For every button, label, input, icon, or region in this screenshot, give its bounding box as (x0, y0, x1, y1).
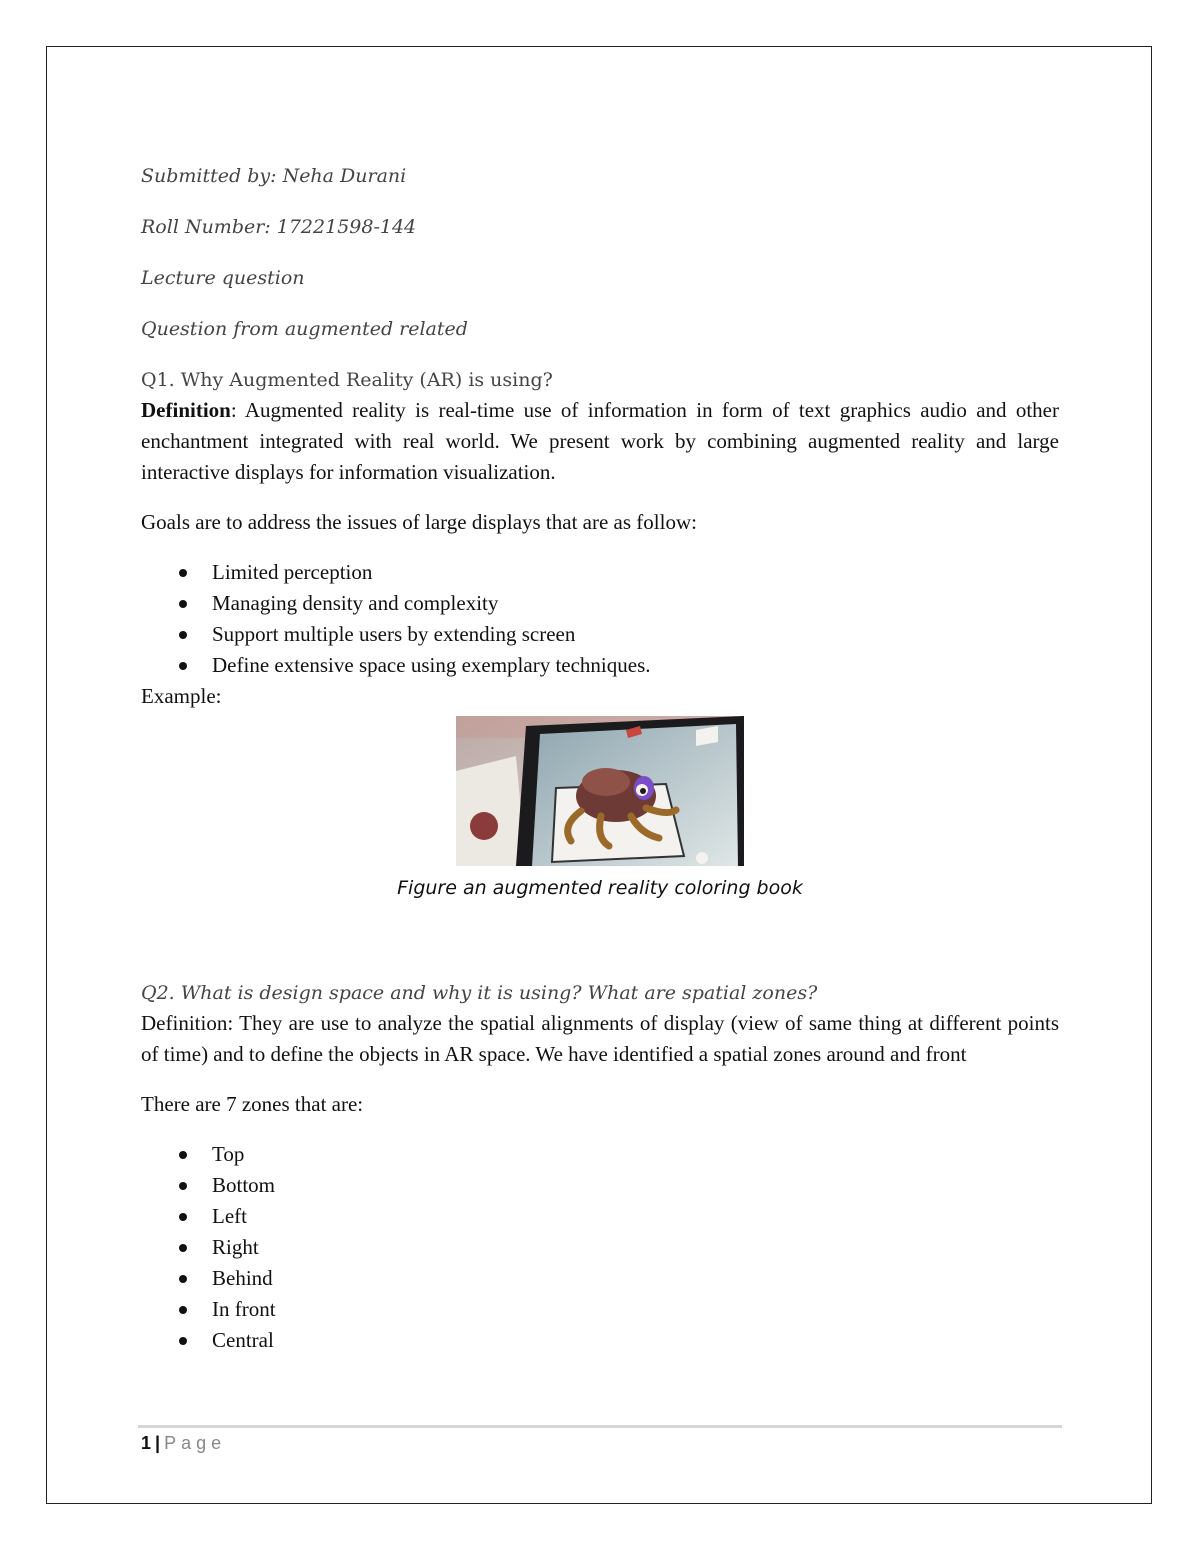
bullet-icon (179, 1306, 187, 1314)
page-footer (141, 1433, 226, 1454)
list-item: Behind (141, 1263, 1059, 1294)
list-item: Left (141, 1201, 1059, 1232)
definition-label: Definition (141, 398, 231, 422)
page-word: Page (164, 1433, 227, 1453)
bullet-icon (179, 1337, 187, 1345)
list-item: In front (141, 1294, 1059, 1325)
footer-separator: | (155, 1433, 161, 1453)
bullet-icon (179, 631, 187, 639)
definition-text: : Augmented reality is real-time use of information in form of text graphics audio and other enchantment integrated with real world. We present work by combining augmented reality and large interactive displays for information visualization. (141, 398, 1059, 484)
page-number: 1 (141, 1433, 152, 1453)
bullet-icon (179, 1182, 187, 1190)
example-label: Example: (141, 684, 222, 708)
figure (141, 716, 1059, 899)
q2-heading: Q2. What is design space and why it is using? What are spatial zones? (141, 982, 818, 1004)
list-item: Right (141, 1232, 1059, 1263)
ar-coloring-book-image (456, 716, 744, 866)
list-item: Limited perception (141, 557, 1059, 588)
footer-divider (138, 1425, 1062, 1428)
list-item: Top (141, 1139, 1059, 1170)
topic-label: Question from augmented related (141, 318, 468, 340)
bullet-icon (179, 600, 187, 608)
bullet-icon (179, 662, 187, 670)
q2-definition: Definition: They are use to analyze the spatial alignments of display (view of same thing at different points of time) and to define the objects in AR space. We have identified a spatial zones around and front (141, 1011, 1059, 1066)
q1-heading: Q1. Why Augmented Reality (AR) is using? (141, 369, 553, 391)
bullet-icon (179, 1213, 187, 1221)
bullet-icon (179, 1151, 187, 1159)
zones-list (141, 1139, 1059, 1356)
roll-number: Roll Number: 17221598-144 (141, 216, 417, 238)
document-content (141, 160, 1059, 1356)
goals-intro: Goals are to address the issues of large displays that are as follow: (141, 510, 697, 534)
bullet-icon (179, 1275, 187, 1283)
list-item: Managing density and complexity (141, 588, 1059, 619)
list-item: Central (141, 1325, 1059, 1356)
goals-list (141, 557, 1059, 681)
submitted-by: Submitted by: Neha Durani (141, 165, 407, 187)
lecture-question-label: Lecture question (141, 267, 305, 289)
q1-definition (141, 395, 1059, 488)
list-item: Define extensive space using exemplary techniques. (141, 650, 1059, 681)
list-item: Support multiple users by extending screen (141, 619, 1059, 650)
figure-caption: Figure an augmented reality coloring book (397, 877, 803, 899)
list-item: Bottom (141, 1170, 1059, 1201)
bullet-icon (179, 1244, 187, 1252)
bullet-icon (179, 569, 187, 577)
zones-intro: There are 7 zones that are: (141, 1092, 364, 1116)
